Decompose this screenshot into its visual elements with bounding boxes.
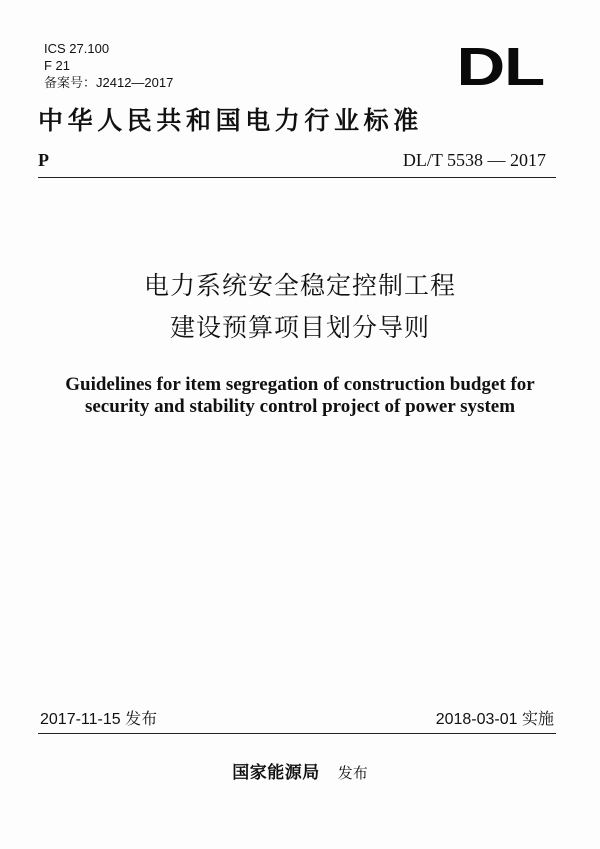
implementation-date: 2018-03-01 实施 bbox=[435, 711, 554, 728]
issue-date: 2017-11-15 发布 bbox=[40, 711, 158, 728]
publisher-name: 国家能源局 bbox=[232, 763, 320, 783]
ccs-code: F 21 bbox=[44, 58, 71, 73]
standard-type-heading: 中华人民共和国电力行业标准 bbox=[38, 106, 423, 135]
chinese-title-line-1: 电力系统安全稳定控制工程 bbox=[143, 271, 456, 300]
category-letter: P bbox=[38, 150, 49, 170]
chinese-title-line-2: 建设预算项目划分导则 bbox=[169, 313, 430, 342]
publisher-verb: 发布 bbox=[337, 764, 368, 782]
english-title-line-2: security and stability control project of power system bbox=[84, 396, 516, 417]
standard-code: DL/T 5538 — 2017 bbox=[402, 150, 546, 170]
top-divider bbox=[38, 177, 556, 178]
filing-number: 备案号：J2412—2017 bbox=[44, 75, 174, 90]
bottom-divider bbox=[38, 733, 556, 734]
dl-logo: DL bbox=[456, 37, 544, 97]
publisher-line bbox=[0, 762, 600, 784]
ics-code: ICS 27.100 bbox=[44, 41, 110, 56]
classification-block bbox=[44, 40, 173, 91]
english-title-line-1: Guidelines for item segregation of construction budget for bbox=[65, 374, 535, 395]
